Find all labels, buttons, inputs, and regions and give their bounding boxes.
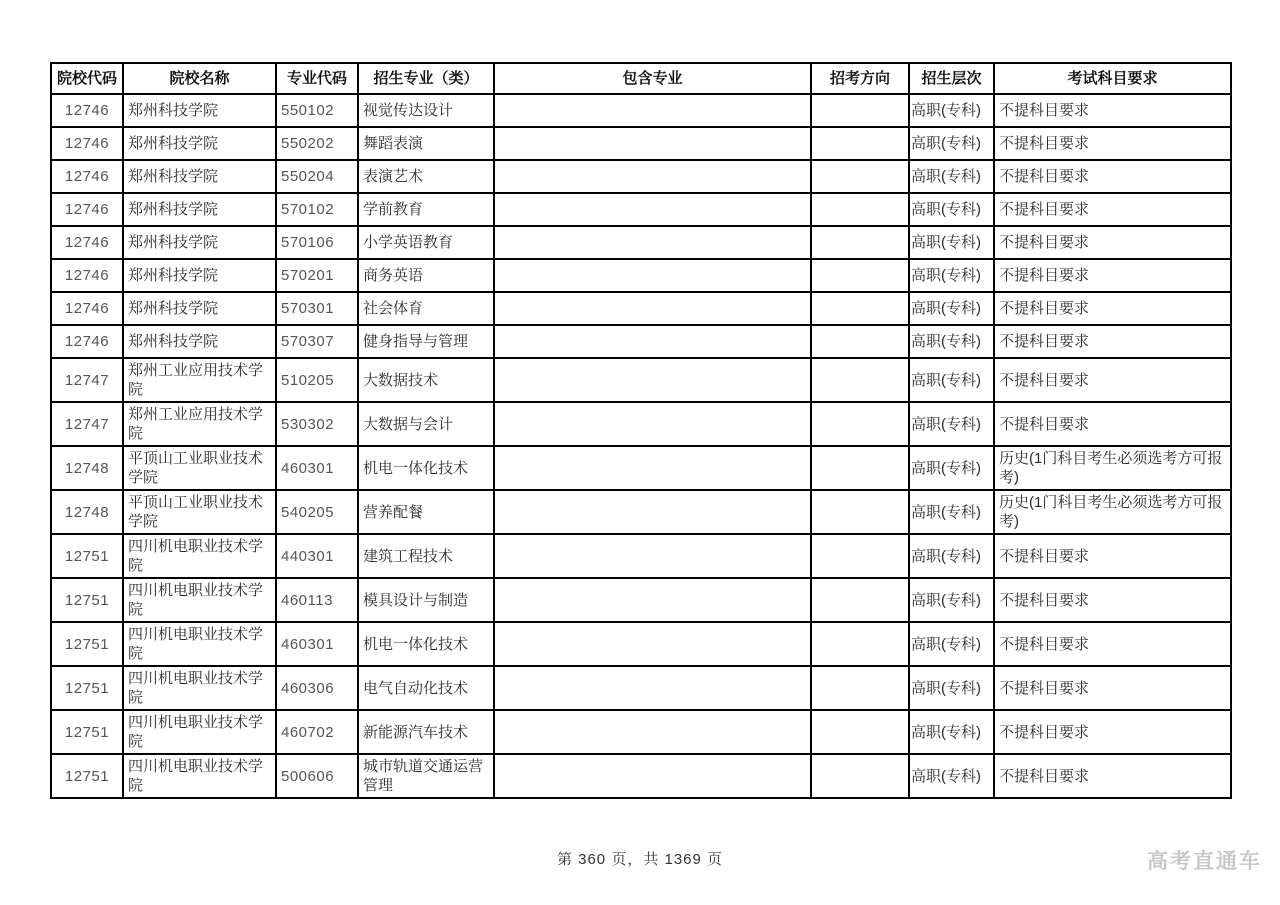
table-cell (811, 710, 909, 754)
table-cell: 历史(1门科目考生必须选考方可报考) (994, 490, 1231, 534)
table-cell: 电气自动化技术 (358, 666, 494, 710)
table-cell: 健身指导与管理 (358, 325, 494, 358)
table-cell: 四川机电职业技术学院 (123, 578, 276, 622)
column-header: 专业代码 (276, 63, 358, 94)
table-row (51, 358, 1231, 402)
table-cell (494, 259, 811, 292)
table-cell: 12746 (51, 193, 123, 226)
column-header: 院校代码 (51, 63, 123, 94)
table-row (51, 292, 1231, 325)
table-cell: 不提科目要求 (994, 160, 1231, 193)
table-cell (494, 490, 811, 534)
table-cell: 550204 (276, 160, 358, 193)
table-header (51, 63, 1231, 94)
table-row (51, 193, 1231, 226)
table-cell: 高职(专科) (909, 325, 994, 358)
table-cell (811, 127, 909, 160)
table-cell (811, 259, 909, 292)
table-row (51, 446, 1231, 490)
table-cell (811, 226, 909, 259)
table-cell: 12746 (51, 259, 123, 292)
table-cell: 12751 (51, 622, 123, 666)
table-cell: 570102 (276, 193, 358, 226)
table-cell: 郑州科技学院 (123, 193, 276, 226)
table-row (51, 325, 1231, 358)
admissions-table (50, 62, 1232, 799)
table-cell (494, 94, 811, 127)
column-header: 考试科目要求 (994, 63, 1231, 94)
table-cell: 460301 (276, 446, 358, 490)
table-cell: 不提科目要求 (994, 534, 1231, 578)
table-cell (811, 358, 909, 402)
table-cell (494, 446, 811, 490)
table-cell: 城市轨道交通运营管理 (358, 754, 494, 798)
table-cell: 郑州科技学院 (123, 127, 276, 160)
admissions-table-container (50, 62, 1232, 799)
table-cell: 460702 (276, 710, 358, 754)
table-cell: 12746 (51, 292, 123, 325)
table-cell: 不提科目要求 (994, 358, 1231, 402)
table-cell: 12746 (51, 226, 123, 259)
table-cell: 高职(专科) (909, 193, 994, 226)
table-row (51, 710, 1231, 754)
table-cell: 不提科目要求 (994, 94, 1231, 127)
table-cell: 不提科目要求 (994, 193, 1231, 226)
table-cell: 高职(专科) (909, 622, 994, 666)
table-cell: 社会体育 (358, 292, 494, 325)
table-cell (811, 666, 909, 710)
table-cell: 530302 (276, 402, 358, 446)
table-body (51, 94, 1231, 798)
table-cell: 营养配餐 (358, 490, 494, 534)
table-row (51, 490, 1231, 534)
table-cell: 平顶山工业职业技术学院 (123, 446, 276, 490)
table-cell: 12746 (51, 94, 123, 127)
table-cell: 12746 (51, 325, 123, 358)
column-header: 招考方向 (811, 63, 909, 94)
table-cell: 12751 (51, 754, 123, 798)
table-cell: 12751 (51, 534, 123, 578)
table-cell: 大数据与会计 (358, 402, 494, 446)
table-cell (811, 754, 909, 798)
table-cell: 不提科目要求 (994, 127, 1231, 160)
table-cell: 不提科目要求 (994, 754, 1231, 798)
table-row (51, 160, 1231, 193)
table-cell: 500606 (276, 754, 358, 798)
column-header: 招生层次 (909, 63, 994, 94)
table-cell (494, 402, 811, 446)
table-cell (494, 534, 811, 578)
table-cell: 郑州科技学院 (123, 94, 276, 127)
table-cell: 570307 (276, 325, 358, 358)
table-cell: 12751 (51, 710, 123, 754)
table-cell: 12746 (51, 160, 123, 193)
table-cell: 高职(专科) (909, 226, 994, 259)
table-cell (494, 622, 811, 666)
table-cell: 机电一体化技术 (358, 622, 494, 666)
table-row (51, 754, 1231, 798)
table-cell: 新能源汽车技术 (358, 710, 494, 754)
table-cell: 高职(专科) (909, 754, 994, 798)
table-cell: 不提科目要求 (994, 578, 1231, 622)
table-cell: 四川机电职业技术学院 (123, 666, 276, 710)
table-cell: 12747 (51, 358, 123, 402)
table-cell: 郑州科技学院 (123, 325, 276, 358)
table-cell: 12748 (51, 490, 123, 534)
table-cell: 高职(专科) (909, 446, 994, 490)
table-cell: 四川机电职业技术学院 (123, 534, 276, 578)
table-cell (811, 402, 909, 446)
table-cell: 510205 (276, 358, 358, 402)
table-cell: 大数据技术 (358, 358, 494, 402)
table-cell (494, 292, 811, 325)
table-row (51, 622, 1231, 666)
table-row (51, 127, 1231, 160)
table-cell: 550102 (276, 94, 358, 127)
table-cell: 不提科目要求 (994, 259, 1231, 292)
table-cell (811, 446, 909, 490)
table-cell (494, 358, 811, 402)
table-cell (811, 292, 909, 325)
table-cell: 四川机电职业技术学院 (123, 754, 276, 798)
table-cell: 机电一体化技术 (358, 446, 494, 490)
table-row (51, 226, 1231, 259)
table-cell (811, 578, 909, 622)
table-cell: 模具设计与制造 (358, 578, 494, 622)
table-cell (494, 710, 811, 754)
header-row (51, 63, 1231, 94)
page-number: 第 360 页，共 1369 页 (556, 851, 724, 868)
table-cell: 表演艺术 (358, 160, 494, 193)
table-cell: 郑州科技学院 (123, 292, 276, 325)
table-cell: 12746 (51, 127, 123, 160)
table-cell: 高职(专科) (909, 402, 994, 446)
table-cell: 570201 (276, 259, 358, 292)
table-cell: 不提科目要求 (994, 325, 1231, 358)
table-cell: 小学英语教育 (358, 226, 494, 259)
table-cell (494, 325, 811, 358)
table-cell (811, 490, 909, 534)
table-cell (494, 754, 811, 798)
column-header: 院校名称 (123, 63, 276, 94)
table-cell: 不提科目要求 (994, 622, 1231, 666)
table-cell (811, 94, 909, 127)
table-cell: 平顶山工业职业技术学院 (123, 490, 276, 534)
column-header: 包含专业 (494, 63, 811, 94)
table-cell: 郑州工业应用技术学院 (123, 402, 276, 446)
table-cell (811, 622, 909, 666)
table-cell: 四川机电职业技术学院 (123, 710, 276, 754)
table-cell (494, 666, 811, 710)
table-cell: 郑州科技学院 (123, 226, 276, 259)
table-cell: 建筑工程技术 (358, 534, 494, 578)
table-cell (811, 325, 909, 358)
table-cell: 12751 (51, 578, 123, 622)
table-cell: 570106 (276, 226, 358, 259)
table-row (51, 666, 1231, 710)
table-cell: 高职(专科) (909, 578, 994, 622)
table-cell: 高职(专科) (909, 490, 994, 534)
table-cell: 460306 (276, 666, 358, 710)
table-cell (494, 160, 811, 193)
table-cell: 郑州科技学院 (123, 259, 276, 292)
table-cell: 高职(专科) (909, 358, 994, 402)
table-cell: 不提科目要求 (994, 402, 1231, 446)
table-cell: 郑州科技学院 (123, 160, 276, 193)
table-cell: 郑州工业应用技术学院 (123, 358, 276, 402)
column-header: 招生专业（类） (358, 63, 494, 94)
table-cell (494, 193, 811, 226)
table-cell: 不提科目要求 (994, 292, 1231, 325)
table-cell: 12748 (51, 446, 123, 490)
table-cell: 550202 (276, 127, 358, 160)
table-row (51, 402, 1231, 446)
table-cell: 高职(专科) (909, 94, 994, 127)
table-cell: 高职(专科) (909, 666, 994, 710)
table-cell: 高职(专科) (909, 259, 994, 292)
table-row (51, 259, 1231, 292)
table-cell (811, 534, 909, 578)
table-cell: 商务英语 (358, 259, 494, 292)
table-cell: 高职(专科) (909, 292, 994, 325)
table-cell: 四川机电职业技术学院 (123, 622, 276, 666)
table-cell: 12747 (51, 402, 123, 446)
table-cell: 历史(1门科目考生必须选考方可报考) (994, 446, 1231, 490)
table-cell: 高职(专科) (909, 534, 994, 578)
table-cell: 视觉传达设计 (358, 94, 494, 127)
table-cell: 高职(专科) (909, 127, 994, 160)
table-cell (494, 578, 811, 622)
table-cell (494, 226, 811, 259)
table-cell: 440301 (276, 534, 358, 578)
table-cell: 460301 (276, 622, 358, 666)
table-row (51, 578, 1231, 622)
table-cell: 高职(专科) (909, 710, 994, 754)
table-cell: 不提科目要求 (994, 710, 1231, 754)
table-cell: 570301 (276, 292, 358, 325)
table-cell (811, 160, 909, 193)
table-cell: 不提科目要求 (994, 666, 1231, 710)
table-cell (811, 193, 909, 226)
table-cell: 舞蹈表演 (358, 127, 494, 160)
table-cell: 学前教育 (358, 193, 494, 226)
table-cell: 460113 (276, 578, 358, 622)
table-cell: 不提科目要求 (994, 226, 1231, 259)
table-cell: 12751 (51, 666, 123, 710)
table-cell: 540205 (276, 490, 358, 534)
table-row (51, 94, 1231, 127)
table-cell: 高职(专科) (909, 160, 994, 193)
table-row (51, 534, 1231, 578)
watermark-text: 高考直通车 (1147, 850, 1262, 873)
table-cell (494, 127, 811, 160)
